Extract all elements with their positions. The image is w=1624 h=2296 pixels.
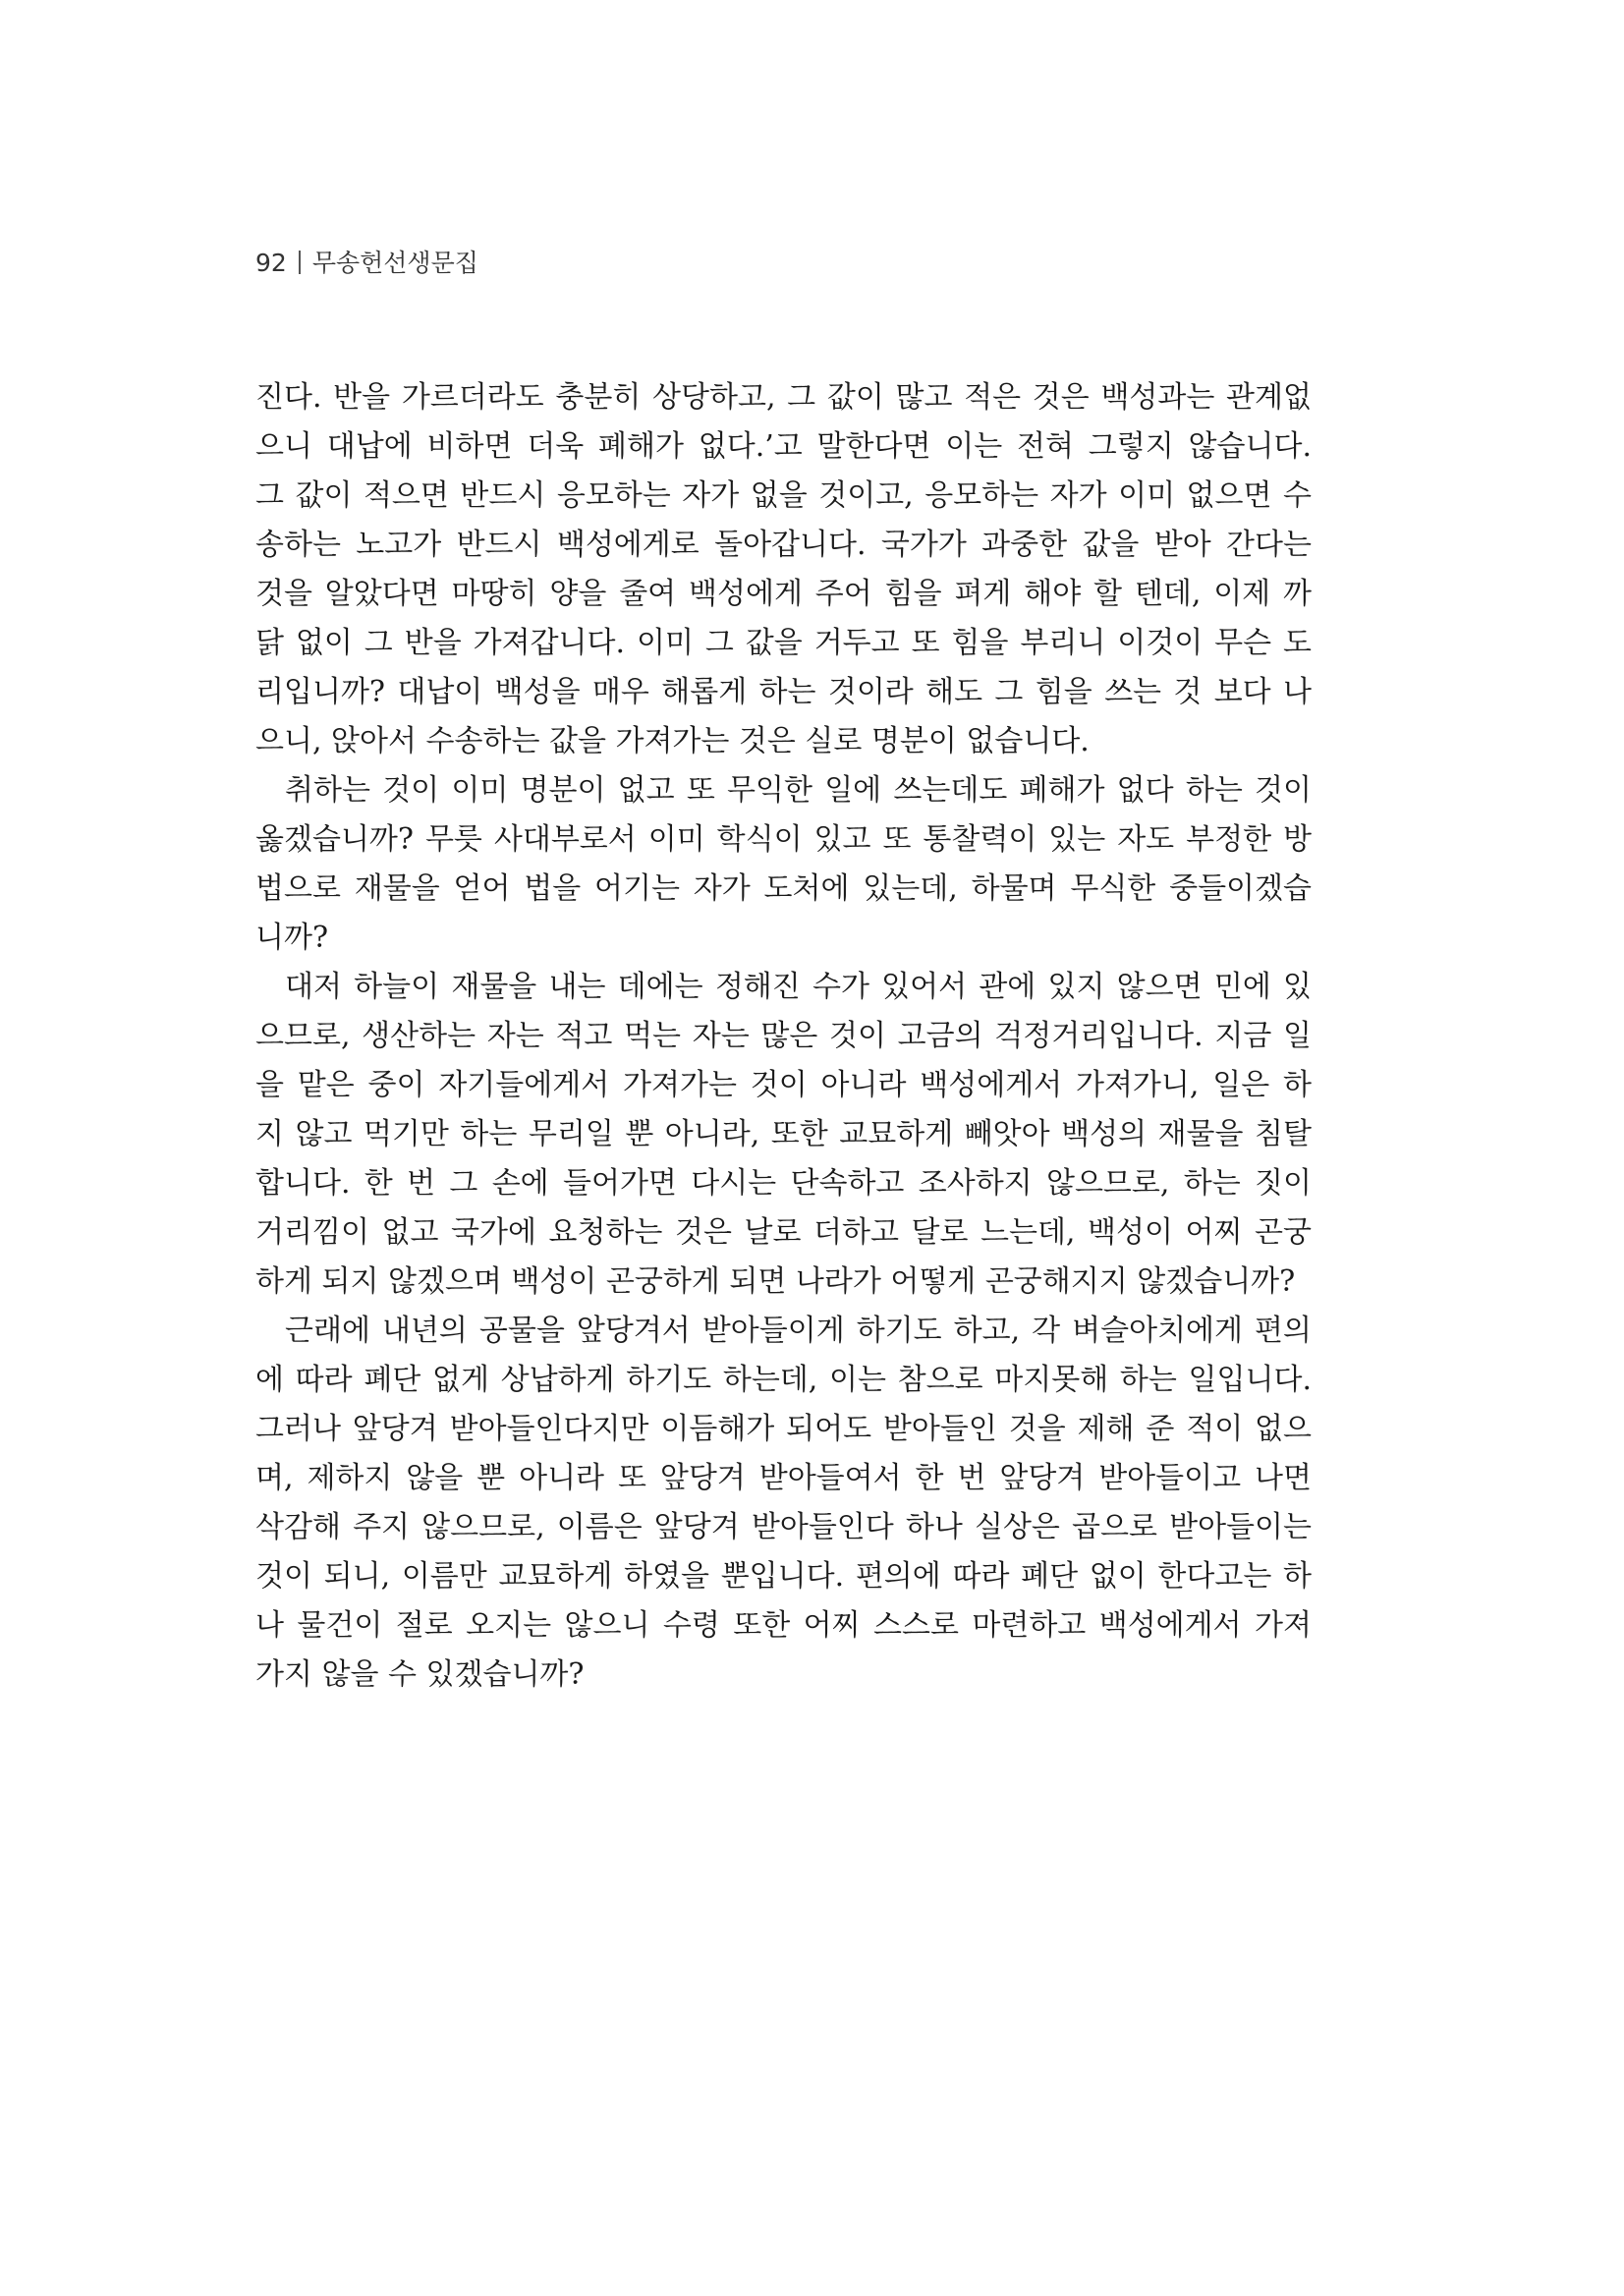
text-line: 합니다. 한 번 그 손에 들어가면 다시는 단속하고 조사하지 않으므로, 하는 짓이 bbox=[255, 1166, 1312, 1201]
text-line: 삭감해 주지 않으므로, 이름은 앞당겨 받아들인다 하나 실상은 곱으로 받아들이는 bbox=[255, 1510, 1312, 1544]
page-number: 92 bbox=[255, 249, 287, 277]
text-line: 가지 않을 수 있겠습니까? bbox=[255, 1657, 585, 1692]
text-line: 것을 알았다면 마땅히 양을 줄여 백성에게 주어 힘을 펴게 해야 할 텐데, 이제 까 bbox=[255, 577, 1312, 611]
book-title: 무송헌선생문집 bbox=[311, 249, 478, 277]
paragraph-2 bbox=[255, 766, 1312, 963]
paragraph-4 bbox=[255, 1307, 1312, 1700]
text-line: 법으로 재물을 얻어 법을 어기는 자가 도처에 있는데, 하물며 무식한 중들이겠습 bbox=[255, 871, 1312, 906]
text-line: 에 따라 폐단 없게 상납하게 하기도 하는데, 이는 참으로 마지못해 하는 일입니다. bbox=[255, 1363, 1312, 1397]
text-line: 취하는 것이 이미 명분이 없고 또 무익한 일에 쓰는데도 폐해가 없다 하는 것이 bbox=[285, 773, 1312, 808]
text-line: 대저 하늘이 재물을 내는 데에는 정해진 수가 있어서 관에 있지 않으면 민에 있 bbox=[285, 970, 1312, 1004]
text-line: 리입니까? 대납이 백성을 매우 해롭게 하는 것이라 해도 그 힘을 쓰는 것 보다 나 bbox=[255, 675, 1312, 709]
body-text bbox=[255, 373, 1312, 1700]
paragraph-3 bbox=[255, 963, 1312, 1307]
text-line: 으므로, 생산하는 자는 적고 먹는 자는 많은 것이 고금의 걱정거리입니다. 지금 일 bbox=[255, 1019, 1312, 1053]
text-line: 그 값이 적으면 반드시 응모하는 자가 없을 것이고, 응모하는 자가 이미 없으면 수 bbox=[255, 478, 1312, 513]
text-line: 나 물건이 절로 오지는 않으니 수령 또한 어찌 스스로 마련하고 백성에게서 가져 bbox=[255, 1608, 1312, 1643]
header-divider bbox=[299, 251, 301, 274]
text-line: 며, 제하지 않을 뿐 아니라 또 앞당겨 받아들여서 한 번 앞당겨 받아들이고 나면 bbox=[255, 1461, 1312, 1495]
text-line: 지 않고 먹기만 하는 무리일 뿐 아니라, 또한 교묘하게 빼앗아 백성의 재물을 침탈 bbox=[255, 1117, 1312, 1151]
text-line: 하게 되지 않겠으며 백성이 곤궁하게 되면 나라가 어떻게 곤궁해지지 않겠습니까? bbox=[255, 1264, 1296, 1299]
text-line: 송하는 노고가 반드시 백성에게로 돌아갑니다. 국가가 과중한 값을 받아 간다는 bbox=[255, 528, 1312, 562]
paragraph-1 bbox=[255, 373, 1312, 766]
text-line: 으니, 앉아서 수송하는 값을 가져가는 것은 실로 명분이 없습니다. bbox=[255, 724, 1090, 758]
text-line: 것이 되니, 이름만 교묘하게 하였을 뿐입니다. 편의에 따라 폐단 없이 한다고는 하 bbox=[255, 1559, 1312, 1594]
text-line: 근래에 내년의 공물을 앞당겨서 받아들이게 하기도 하고, 각 벼슬아치에게 편의 bbox=[285, 1314, 1312, 1348]
running-header bbox=[255, 248, 478, 279]
text-line: 옳겠습니까? 무릇 사대부로서 이미 학식이 있고 또 통찰력이 있는 자도 부정한 방 bbox=[255, 822, 1312, 857]
text-line: 진다. 반을 가르더라도 충분히 상당하고, 그 값이 많고 적은 것은 백성과는 관계없 bbox=[255, 380, 1312, 415]
text-line: 으니 대납에 비하면 더욱 폐해가 없다.’고 말한다면 이는 전혀 그렇지 않습니다. bbox=[255, 429, 1312, 464]
text-line: 을 맡은 중이 자기들에게서 가져가는 것이 아니라 백성에게서 가져가니, 일은 하 bbox=[255, 1068, 1312, 1102]
text-line: 닭 없이 그 반을 가져갑니다. 이미 그 값을 거두고 또 힘을 부리니 이것이 무슨 도 bbox=[255, 626, 1312, 660]
text-line: 거리낌이 없고 국가에 요청하는 것은 날로 더하고 달로 느는데, 백성이 어찌 곤궁 bbox=[255, 1215, 1312, 1250]
text-line: 그러나 앞당겨 받아들인다지만 이듬해가 되어도 받아들인 것을 제해 준 적이 없으 bbox=[255, 1412, 1312, 1446]
text-line: 니까? bbox=[255, 921, 329, 955]
